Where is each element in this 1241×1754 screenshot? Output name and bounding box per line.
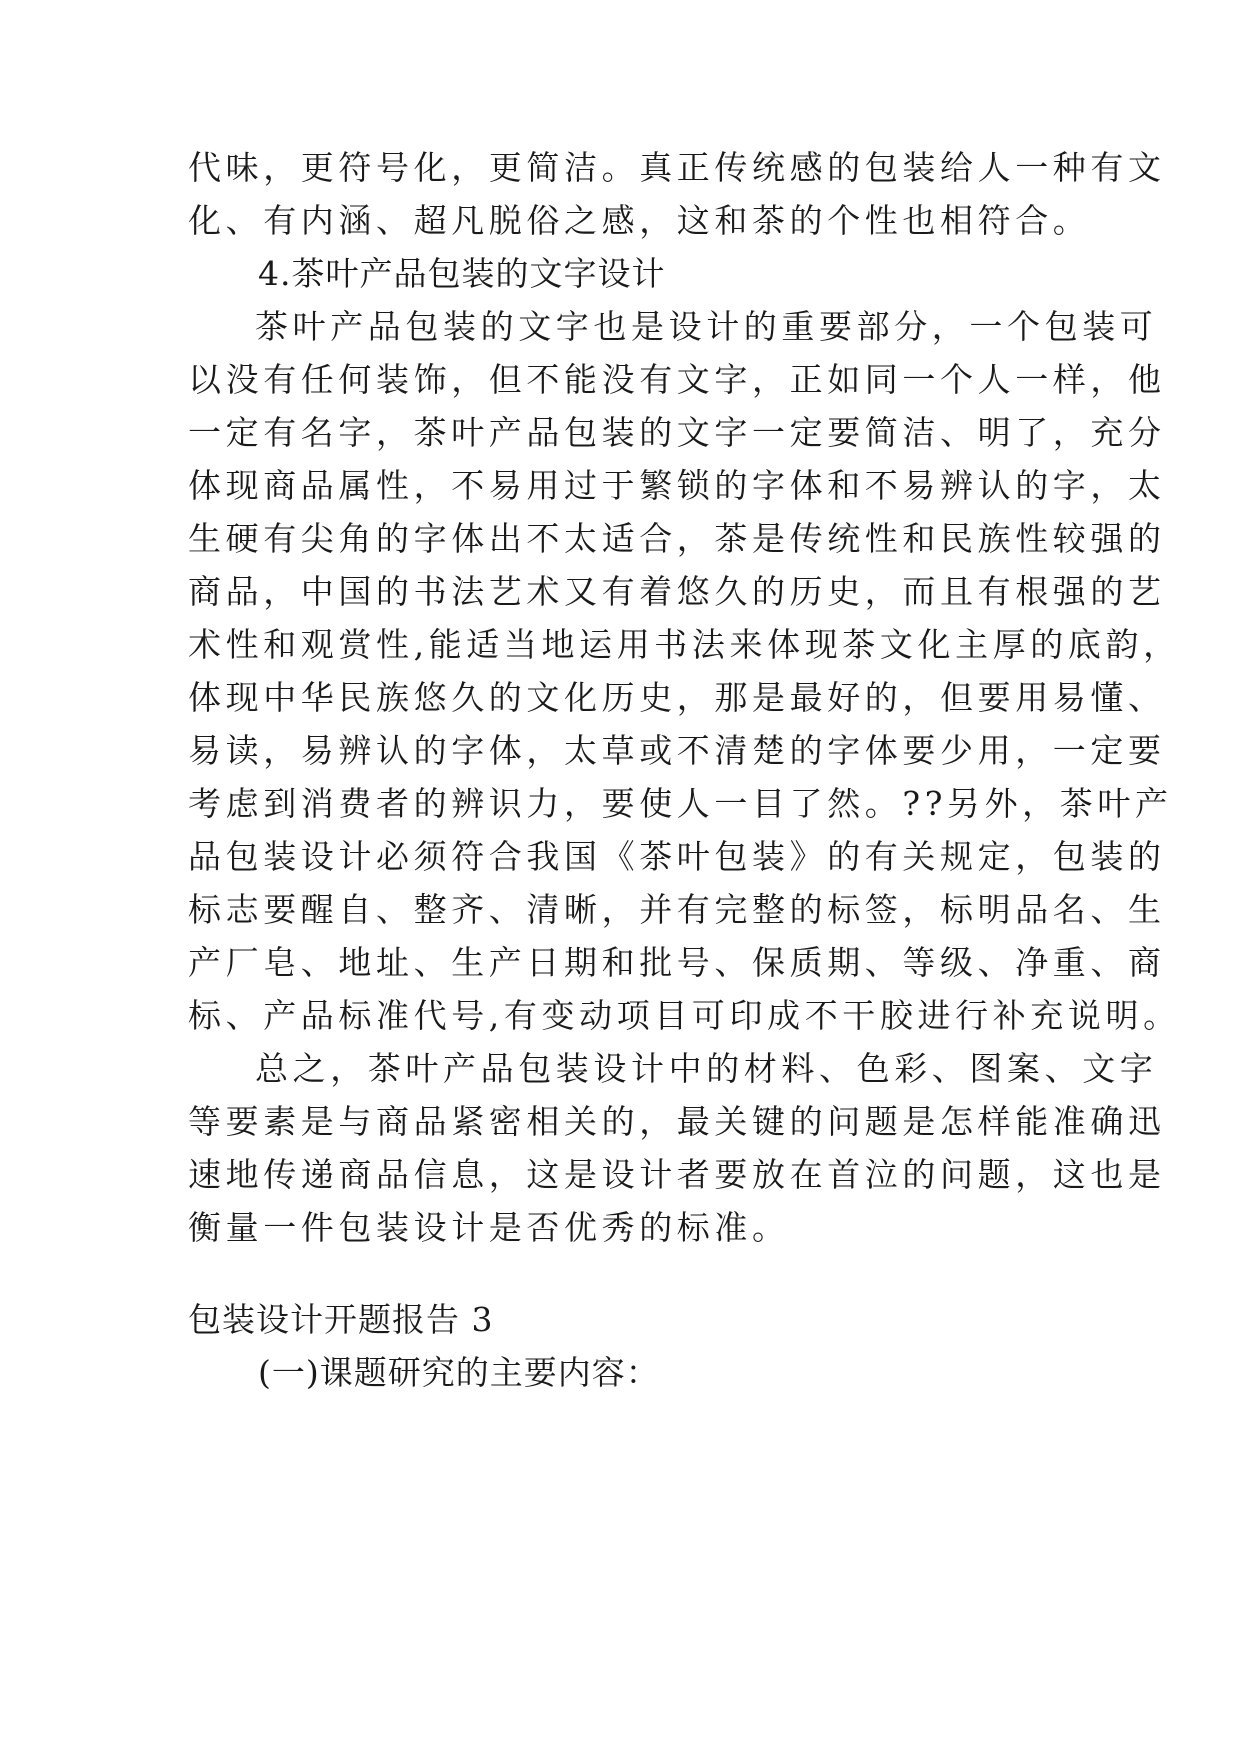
paragraph-line: 化、有内涵、超凡脱俗之感，这和茶的个性也相符合。 — [188, 201, 1091, 240]
paragraph-line: 总之，茶叶产品包装设计中的材料、色彩、图案、文字 — [255, 1049, 1158, 1088]
paragraph-line: 商品，中国的书法艺术又有着悠久的历史，而且有根强的艺 — [188, 572, 1166, 611]
section-title: 包装设计开题报告 3 — [188, 1300, 494, 1339]
paragraph-line: 标、产品标准代号,有变动项目可印成不干胶进行补充说明。 — [188, 996, 1181, 1035]
paragraph-line: 以没有任何装饰，但不能没有文字，正如同一个人一样，他 — [188, 360, 1166, 399]
paragraph-line: 考虑到消费者的辨识力，要使人一目了然。??另外，茶叶产 — [188, 784, 1173, 823]
paragraph-line: 等要素是与商品紧密相关的，最关键的问题是怎样能准确迅 — [188, 1102, 1166, 1141]
paragraph-line: 速地传递商品信息，这是设计者要放在首泣的问题，这也是 — [188, 1155, 1166, 1194]
paragraph-line: 术性和观赏性,能适当地运用书法来体现茶文化主厚的底韵， — [188, 625, 1181, 664]
paragraph-line: 衡量一件包装设计是否优秀的标准。 — [188, 1208, 790, 1247]
paragraph-line: 一定有名字，茶叶产品包装的文字一定要简洁、明了，充分 — [188, 413, 1166, 452]
subheading: (一)课题研究的主要内容： — [258, 1353, 660, 1392]
paragraph-line: 标志要醒自、整齐、清晰，并有完整的标签，标明品名、生 — [188, 890, 1166, 929]
paragraph-line: 产厂皂、地址、生产日期和批号、保质期、等级、净重、商 — [188, 943, 1166, 982]
section-heading: 4.茶叶产品包装的文字设计 — [258, 254, 666, 293]
paragraph-line: 茶叶产品包装的文字也是设计的重要部分，一个包装可 — [255, 307, 1158, 346]
paragraph-line: 代味，更符号化，更简洁。真正传统感的包装给人一种有文 — [188, 148, 1166, 187]
paragraph-line: 易读，易辨认的字体，太草或不清楚的字体要少用，一定要 — [188, 731, 1166, 770]
paragraph-line: 生硬有尖角的字体出不太适合，茶是传统性和民族性较强的 — [188, 519, 1166, 558]
paragraph-line: 体现中华民族悠久的文化历史，那是最好的，但要用易懂、 — [188, 678, 1166, 717]
paragraph-line: 体现商品属性，不易用过于繁锁的字体和不易辨认的字，太 — [188, 466, 1166, 505]
paragraph-line: 品包装设计必须符合我国《茶叶包装》的有关规定，包装的 — [188, 837, 1166, 876]
